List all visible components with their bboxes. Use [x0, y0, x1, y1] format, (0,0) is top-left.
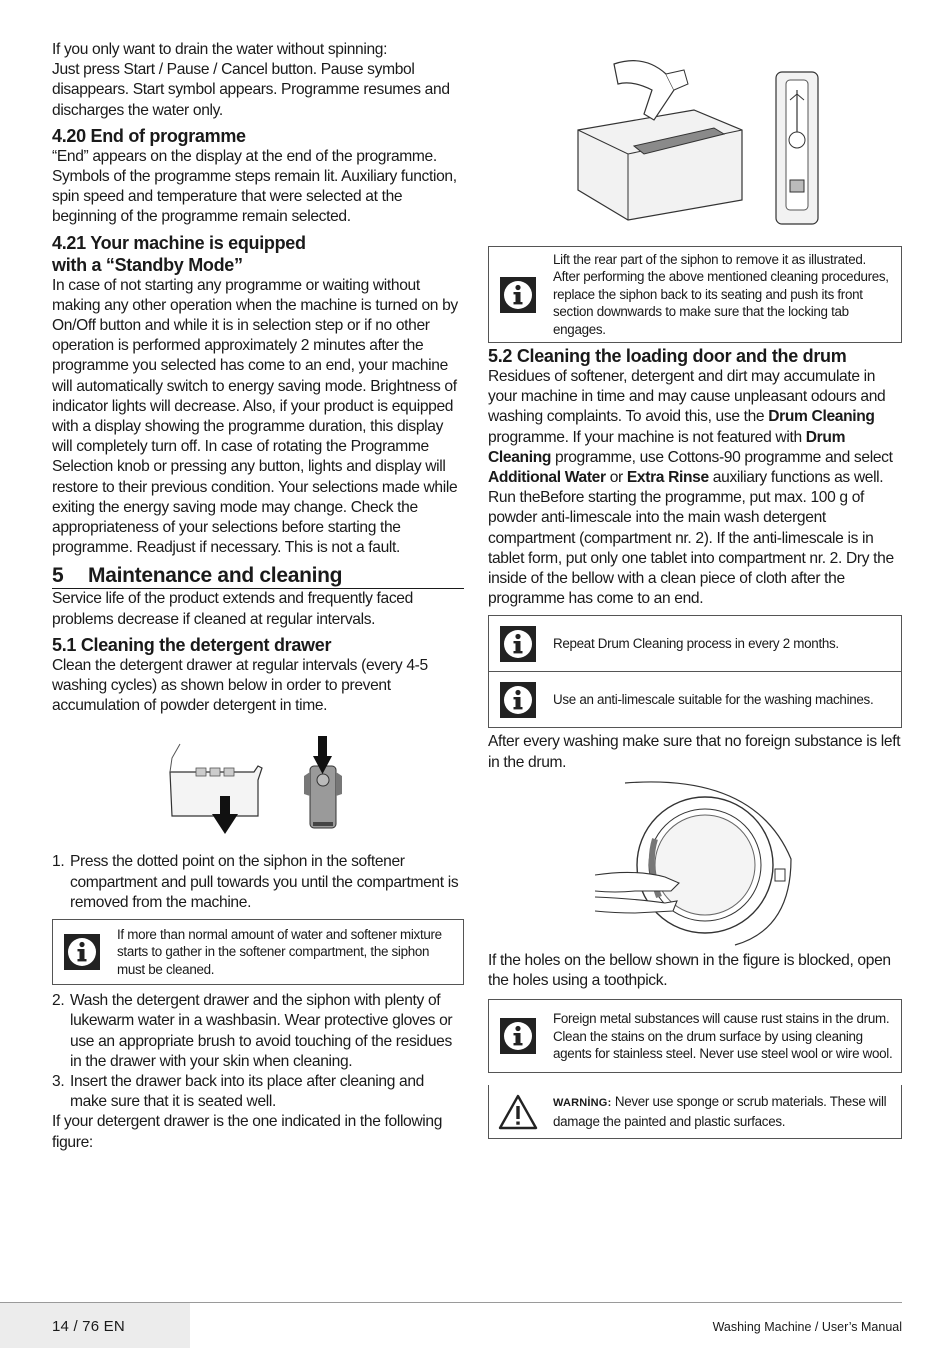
- drawer-removal-illustration: [158, 736, 358, 842]
- siphon-part-illustration: [772, 50, 822, 230]
- s52-part5: auxiliary functions as well. Run theBefore starting the programme, put max. 100 g of powder anti-limescale into the main wash detergent compartment (compartment nr. 2). If the anti-limescale is in tablet form, put only one tablet into compartment nr. 2. Dry the inside of the bellow with a clean piece of cloth after the programme has come to an end.: [488, 469, 894, 608]
- left-column: [52, 40, 464, 1153]
- warning-text: [547, 1089, 901, 1134]
- bellow-holes-text: If the holes on the bellow shown in the figure is blocked, open the holes using a toothpick.: [488, 951, 891, 990]
- step-1-text: Press the dotted point on the siphon in the softener compartment and pull towards you until the compartment is removed from the machine.: [70, 853, 459, 911]
- siphon-lift-note: [488, 246, 902, 343]
- anti-limescale-note: [488, 672, 902, 728]
- cleaning-steps-part1: [52, 852, 464, 913]
- anti-limescale-text: Use an anti-limescale suitable for the washing machines.: [553, 692, 874, 708]
- info-icon: [489, 1017, 547, 1055]
- step-2: [52, 991, 464, 1072]
- drawer-with-hand-illustration: [574, 50, 744, 240]
- s52-bold-drum-cleaning: Drum Cleaning: [768, 408, 875, 426]
- footer-divider: [0, 1302, 902, 1303]
- intro-line-2: Just press Start / Pause / Cancel button. Pause symbol disappears. Start symbol appears. Programme resumes and discharges the water only.: [52, 61, 450, 119]
- s52-part3: programme, use Cottons-90 programme and select: [551, 448, 893, 466]
- warning-body: Never use sponge or scrub materials. These will damage the painted and plastic surfaces.: [553, 1094, 887, 1129]
- s52-part4: or: [605, 469, 627, 487]
- step-1: [52, 852, 464, 913]
- drum-door-figure: [488, 779, 902, 951]
- siphon-info-text: If more than normal amount of water and softener mixture starts to gather in the softener compartment, the siphon must be cleaned.: [117, 926, 442, 977]
- info-icon: [53, 933, 111, 971]
- step-3: [52, 1072, 464, 1112]
- drawer-removal-figure: [52, 736, 464, 842]
- siphon-info-note: [52, 919, 464, 985]
- section-4-21-text: In case of not starting any programme or waiting without making any other operation when the machine is turned on by On/Off button and while it is in selection step or if no other operation is performed approximately 2 minutes after the programme you selected has come to an end, your machine will automatically switch to energy saving mode. Brightness of indicator lights will decrease. Also, if your product is equipped with a display showing the programme duration, this display will completely turn off. In case of rotating the Programme Selection knob or pressing any button, lights and display will restore to their previous condition. Your selections made while exiting the energy saving mode may change. Check the appropriateness of your selections before starting the programme. Readjust if necessary. This is not a fault.: [52, 276, 458, 557]
- step-2-number: 2.: [52, 992, 65, 1010]
- s52-bold-additional-water: Additional Water: [488, 469, 606, 487]
- info-icon: [489, 681, 547, 719]
- step-1-number: 1.: [52, 853, 65, 871]
- drum-door-illustration: [595, 779, 795, 949]
- s52-part1: Residues of softener, detergent and dirt may accumulate in your machine in time and may cause unpleasant odours and washing complaints. To avoid this, use the: [488, 368, 886, 426]
- section-5-2-text: [488, 367, 902, 609]
- step-3-number: 3.: [52, 1072, 65, 1090]
- section-5-2-title: 5.2 Cleaning the loading door and the drum: [488, 346, 847, 367]
- chapter-title: Maintenance and cleaning: [88, 564, 343, 588]
- section-5-1-text: Clean the detergent drawer at regular intervals (every 4-5 washing cycles) as shown below in order to prevent accumulation of powder detergent in time.: [52, 656, 428, 715]
- cleaning-steps-part2: [52, 991, 464, 1112]
- chapter-5-heading: [52, 564, 464, 589]
- section-4-20-text: “End” appears on the display at the end of the programme. Symbols of the programme steps remain lit. Auxiliary function, spin speed and temperature that were selected at the beginning of the programme remain selected.: [52, 147, 457, 226]
- warning-label: WARNİNG:: [553, 1097, 612, 1110]
- info-icon: [489, 276, 547, 314]
- siphon-lift-text: Lift the rear part of the siphon to remove it as illustrated. After performing the above mentioned cleaning procedures, replace the siphon back to its seating and push its front section downwards to make sure that the locking tab engages.: [553, 252, 889, 337]
- repeat-drum-text: Repeat Drum Cleaning process in every 2 months.: [553, 636, 839, 652]
- section-4-21-title-line2: with a “Standby Mode”: [52, 254, 243, 275]
- section-4-20-title: 4.20 End of programme: [52, 125, 246, 146]
- warning-triangle-icon: [489, 1094, 547, 1130]
- foreign-metal-note: [488, 999, 902, 1073]
- repeat-drum-note: [488, 615, 902, 672]
- right-column: [488, 50, 902, 1139]
- chapter-number: 5: [52, 564, 64, 588]
- manual-title: Washing Machine / User’s Manual: [712, 1320, 902, 1334]
- page-number: 14 / 76 EN: [52, 1318, 125, 1335]
- s52-bold-drum-cleaning-2: Drum Cleaning: [488, 428, 846, 466]
- step-2-text: Wash the detergent drawer and the siphon with plenty of lukewarm water in a washbasin. Wear protective gloves or use an appropriate brush to avoid touching of the residues in the drawer with your skin when cleaning.: [70, 992, 453, 1070]
- siphon-figure: [488, 50, 902, 240]
- s52-part2: programme. If your machine is not featured with: [488, 428, 806, 446]
- drawer-figure-intro: If your detergent drawer is the one indicated in the following figure:: [52, 1113, 443, 1151]
- step-3-text: Insert the drawer back into its place after cleaning and make sure that it is seated well.: [70, 1072, 424, 1111]
- chapter-5-intro: Service life of the product extends and frequently faced problems decrease if cleaned at regular intervals.: [52, 590, 413, 628]
- info-icon: [489, 625, 547, 663]
- intro-line-1: If you only want to drain the water without spinning:: [52, 41, 388, 58]
- section-4-21-title-line1: 4.21 Your machine is equipped: [52, 232, 306, 253]
- after-wash-text: After every washing make sure that no foreign substance is left in the drum.: [488, 733, 901, 771]
- s52-bold-extra-rinse: Extra Rinse: [626, 469, 709, 487]
- section-4-21-title: [52, 232, 464, 276]
- section-5-1-title: 5.1 Cleaning the detergent drawer: [52, 634, 332, 655]
- warning-note: [488, 1085, 902, 1139]
- foreign-metal-text: Foreign metal substances will cause rust stains in the drum. Clean the stains on the drum surface by using cleaning agents for stainless steel. Never use steel wool or wire wool.: [553, 1011, 893, 1061]
